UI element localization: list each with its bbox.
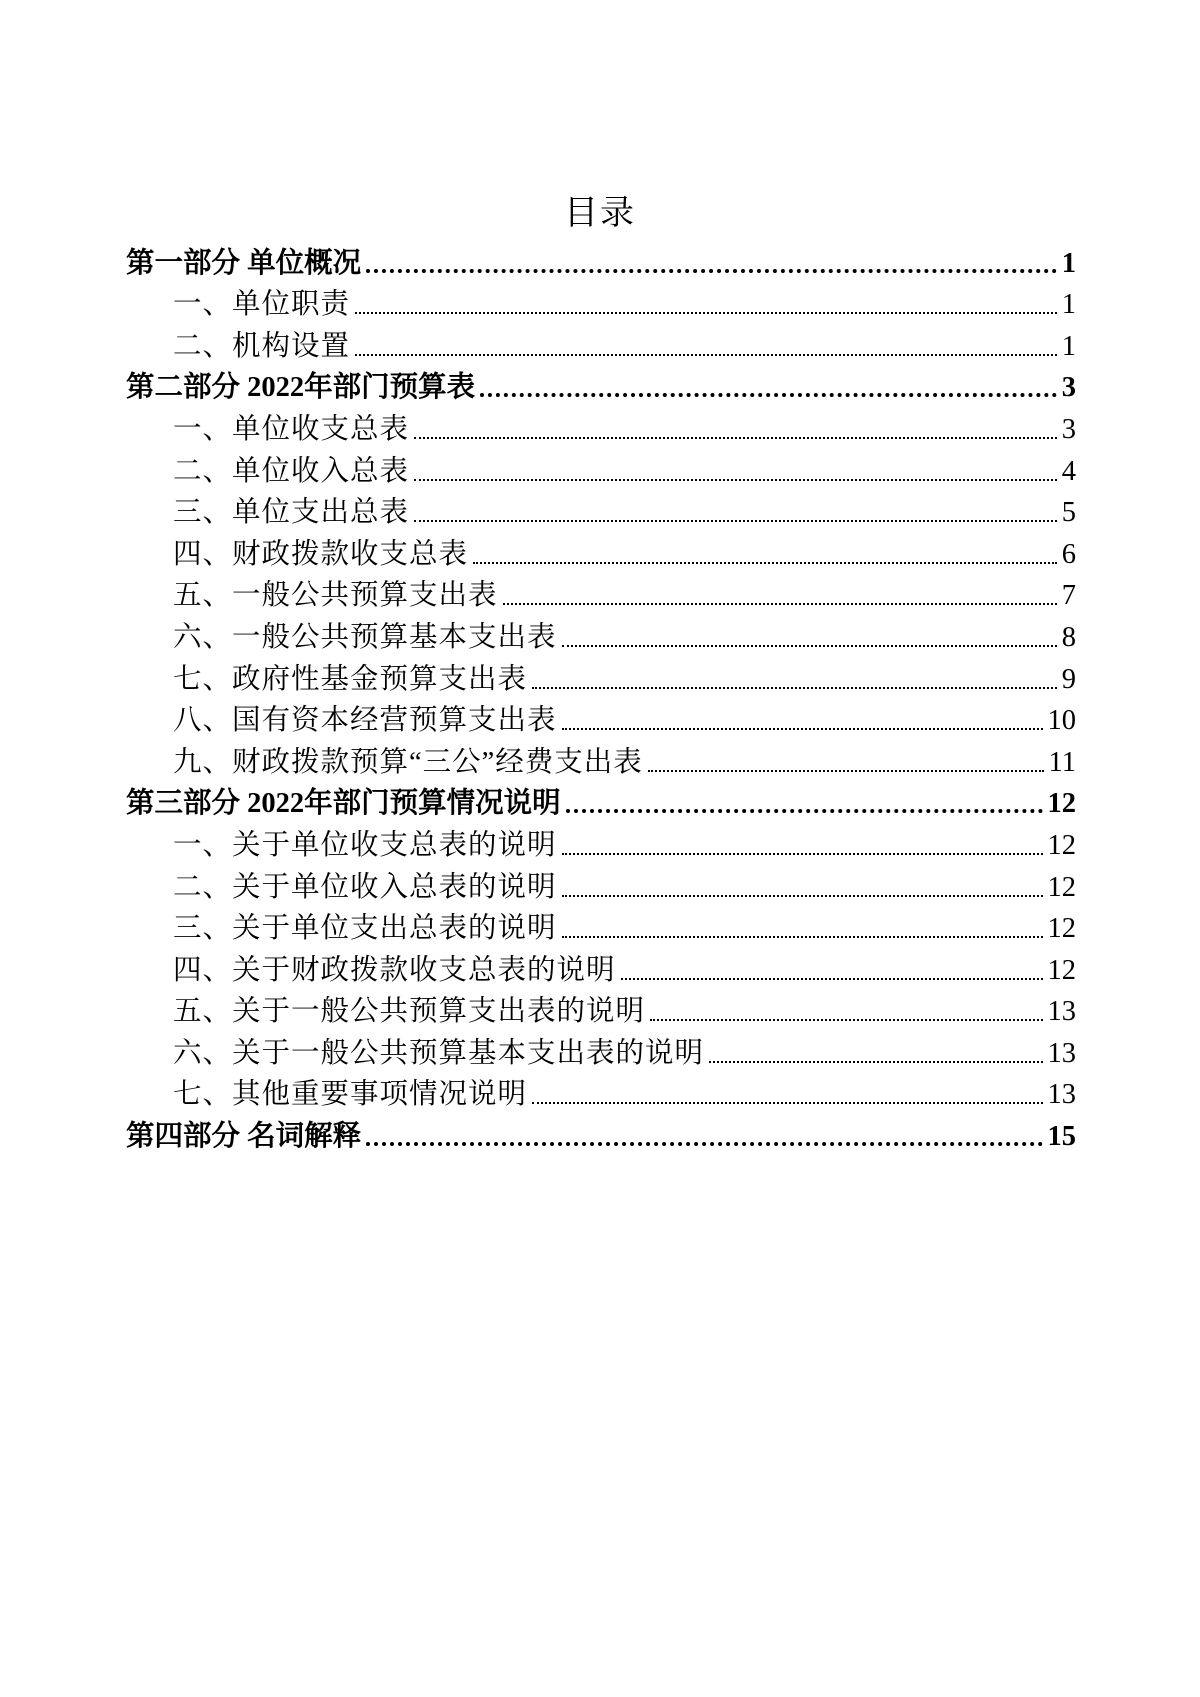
toc-dot-leader (414, 479, 1057, 481)
toc-section-entry[interactable] (126, 573, 1076, 615)
toc-page-number: 5 (1061, 497, 1076, 529)
toc-entry-label: 三、单位支出总表 (173, 497, 410, 529)
toc-title: 目录 (564, 195, 636, 232)
toc-dot-leader (473, 562, 1057, 564)
toc-entry-label: 二、关于单位收入总表的说明 (173, 871, 557, 903)
toc-page-number: 12 (1047, 954, 1076, 986)
toc-page-number: 1 (1061, 289, 1076, 321)
toc-part-entry[interactable] (126, 781, 1076, 823)
toc-entry-label: 九、财政拨款预算“三公”经费支出表 (173, 746, 643, 778)
toc-part-entry[interactable] (126, 240, 1076, 282)
toc-dot-leader (366, 269, 1057, 273)
toc-page-number: 1 (1061, 330, 1076, 362)
toc-entry-label: 七、其他重要事项情况说明 (173, 1079, 528, 1111)
toc-section-entry[interactable] (126, 448, 1076, 490)
toc-page-number: 9 (1061, 663, 1076, 695)
toc-page-number: 11 (1048, 746, 1076, 778)
toc-dot-leader (562, 936, 1043, 938)
toc-entry-label: 五、一般公共预算支出表 (173, 580, 498, 612)
toc-entry-label: 八、国有资本经营预算支出表 (173, 705, 557, 737)
toc-section-entry[interactable] (126, 656, 1076, 698)
toc-page-number: 8 (1061, 621, 1076, 653)
toc-page-number: 15 (1047, 1121, 1076, 1153)
toc-part-entry[interactable] (126, 1113, 1076, 1155)
toc-dot-leader (562, 728, 1043, 730)
toc-section-entry[interactable] (126, 989, 1076, 1031)
toc-page-number: 13 (1047, 996, 1076, 1028)
toc-entry-label: 二、单位收入总表 (173, 455, 410, 487)
toc-entry-label: 三、关于单位支出总表的说明 (173, 913, 557, 945)
toc-page-number: 12 (1047, 913, 1076, 945)
toc-dot-leader (566, 809, 1043, 813)
toc-dot-leader (355, 354, 1057, 356)
toc-section-entry[interactable] (126, 406, 1076, 448)
toc-page-number: 12 (1047, 788, 1076, 820)
toc-dot-leader (503, 603, 1057, 605)
toc-dot-leader (562, 895, 1043, 897)
toc-page-number: 13 (1047, 1037, 1076, 1069)
toc-entry-label: 四、关于财政拨款收支总表的说明 (173, 954, 616, 986)
toc-entry-label: 一、单位职责 (173, 289, 351, 321)
toc-dot-leader (414, 520, 1057, 522)
toc-dot-leader (621, 978, 1043, 980)
toc-page-number: 1 (1061, 247, 1076, 279)
toc-section-entry[interactable] (126, 698, 1076, 740)
toc-page-number: 12 (1047, 871, 1076, 903)
toc-entry-label: 七、政府性基金预算支出表 (173, 663, 528, 695)
toc-section-entry[interactable] (126, 947, 1076, 989)
toc-entry-label: 四、财政拨款收支总表 (173, 538, 469, 570)
toc-dot-leader (532, 687, 1057, 689)
toc-list (126, 240, 1076, 1155)
toc-page-number: 10 (1047, 705, 1076, 737)
toc-entry-label: 第一部分 单位概况 (126, 247, 362, 279)
toc-entry-label: 一、单位收支总表 (173, 413, 410, 445)
toc-page-number: 4 (1061, 455, 1076, 487)
toc-section-entry[interactable] (126, 864, 1076, 906)
toc-page-number: 12 (1047, 829, 1076, 861)
toc-dot-leader (709, 1061, 1042, 1063)
toc-dot-leader (366, 1142, 1042, 1146)
toc-section-entry[interactable] (126, 614, 1076, 656)
toc-page-number: 3 (1061, 413, 1076, 445)
toc-section-entry[interactable] (126, 282, 1076, 324)
toc-dot-leader (562, 853, 1043, 855)
toc-page-number: 13 (1047, 1079, 1076, 1111)
toc-part-entry[interactable] (126, 365, 1076, 407)
toc-page-number: 6 (1061, 538, 1076, 570)
toc-dot-leader (562, 645, 1057, 647)
toc-section-entry[interactable] (126, 323, 1076, 365)
toc-entry-label: 六、一般公共预算基本支出表 (173, 621, 557, 653)
toc-dot-leader (480, 393, 1057, 397)
toc-page-number: 3 (1061, 372, 1076, 404)
toc-dot-leader (532, 1102, 1042, 1104)
toc-entry-label: 第二部分 2022年部门预算表 (126, 372, 476, 404)
toc-section-entry[interactable] (126, 531, 1076, 573)
toc-entry-label: 第四部分 名词解释 (126, 1121, 362, 1153)
toc-section-entry[interactable] (126, 490, 1076, 532)
toc-dot-leader (648, 770, 1044, 772)
toc-entry-label: 一、关于单位收支总表的说明 (173, 829, 557, 861)
toc-dot-leader (414, 437, 1057, 439)
toc-section-entry[interactable] (126, 906, 1076, 948)
toc-page-number: 7 (1061, 580, 1076, 612)
toc-section-entry[interactable] (126, 739, 1076, 781)
toc-section-entry[interactable] (126, 1030, 1076, 1072)
toc-dot-leader (355, 312, 1057, 314)
toc-entry-label: 五、关于一般公共预算支出表的说明 (173, 996, 646, 1028)
toc-section-entry[interactable] (126, 1072, 1076, 1114)
toc-section-entry[interactable] (126, 822, 1076, 864)
toc-dot-leader (650, 1019, 1042, 1021)
toc-entry-label: 第三部分 2022年部门预算情况说明 (126, 788, 561, 820)
toc-entry-label: 六、关于一般公共预算基本支出表的说明 (173, 1037, 705, 1069)
toc-entry-label: 二、机构设置 (173, 330, 351, 362)
